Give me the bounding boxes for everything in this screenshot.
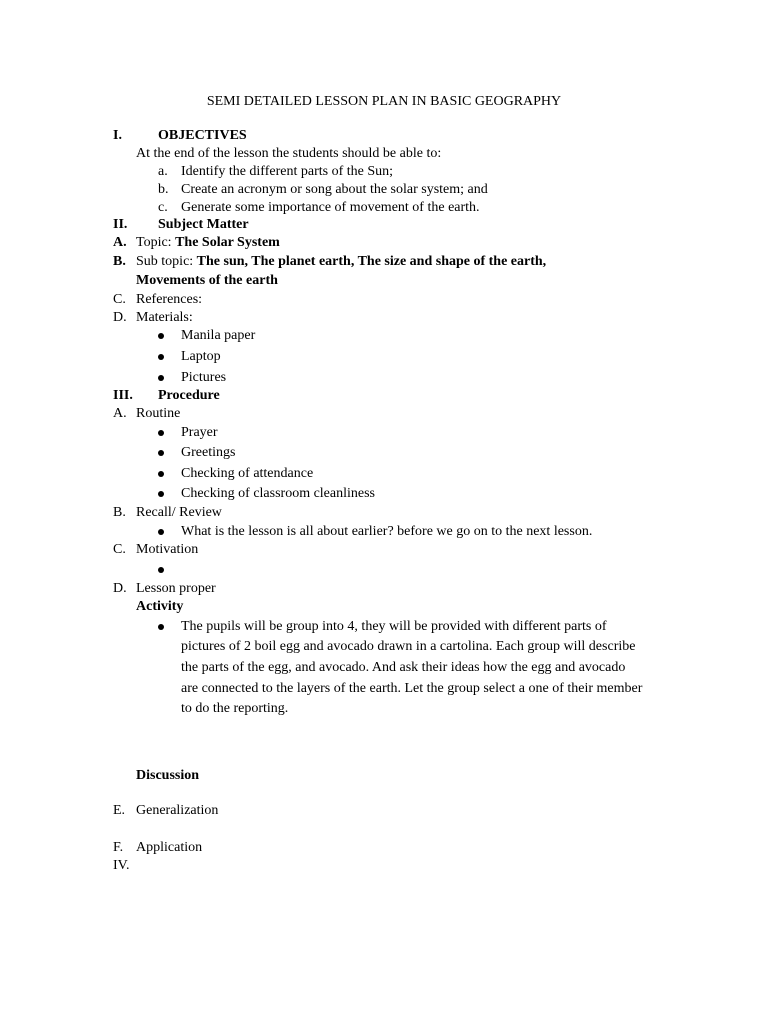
section-numeral-ii: II.	[113, 217, 128, 232]
section-numeral-i: I.	[113, 128, 122, 143]
discussion-heading: Discussion	[136, 768, 200, 783]
lesson-proper-mark: D.	[113, 581, 127, 596]
section-numeral-iii: III.	[113, 388, 133, 403]
bullet-icon	[158, 450, 164, 456]
topic-label: Topic:	[136, 235, 172, 250]
procedure-heading: Procedure	[158, 388, 220, 403]
objective-text-b: Create an acronym or song about the solar system; and	[181, 182, 488, 197]
routine-mark: A.	[113, 406, 127, 421]
materials-label: Materials:	[136, 310, 193, 325]
bullet-icon	[158, 333, 164, 339]
activity-heading: Activity	[136, 599, 184, 614]
material-item: Pictures	[181, 370, 227, 385]
bullet-icon	[158, 375, 164, 381]
objectives-heading: OBJECTIVES	[158, 128, 247, 143]
generalization-mark: E.	[113, 803, 126, 818]
objective-mark-c: c.	[158, 200, 168, 215]
bullet-icon	[158, 354, 164, 360]
routine-item: Prayer	[181, 425, 218, 440]
routine-item: Checking of classroom cleanliness	[181, 486, 376, 501]
objective-text-a: Identify the different parts of the Sun;	[181, 164, 394, 179]
topic-line	[136, 234, 280, 252]
generalization-label: Generalization	[136, 803, 219, 818]
activity-line: are connected to the layers of the earth. Let the group select a one of their member	[181, 681, 643, 696]
bullet-icon	[158, 624, 164, 630]
routine-item: Greetings	[181, 445, 236, 460]
topic-mark: A.	[113, 235, 127, 250]
recall-label: Recall/ Review	[136, 505, 222, 520]
material-item: Manila paper	[181, 328, 256, 343]
section-numeral-iv: IV.	[113, 858, 130, 873]
subtopic-label: Sub topic:	[136, 254, 194, 269]
motivation-label: Motivation	[136, 542, 199, 557]
objective-text-c: Generate some importance of movement of the earth.	[181, 200, 480, 215]
routine-label: Routine	[136, 406, 181, 421]
objective-mark-a: a.	[158, 164, 168, 179]
subject-matter-heading: Subject Matter	[158, 217, 249, 232]
topic-value: The Solar System	[175, 235, 280, 250]
recall-mark: B.	[113, 505, 126, 520]
motivation-mark: C.	[113, 542, 126, 557]
objective-mark-b: b.	[158, 182, 169, 197]
subtopic-value-line2: Movements of the earth	[136, 273, 278, 288]
application-label: Application	[136, 840, 203, 855]
references-mark: C.	[113, 292, 126, 307]
bullet-icon	[158, 471, 164, 477]
objectives-intro: At the end of the lesson the students should be able to:	[136, 146, 442, 161]
lesson-proper-label: Lesson proper	[136, 581, 216, 596]
activity-line: the parts of the egg, and avocado. And ask their ideas how the egg and avocado	[181, 660, 626, 675]
activity-line: pictures of 2 boil egg and avocado drawn in a cartolina. Each group will describe	[181, 639, 636, 654]
bullet-icon	[158, 529, 164, 535]
references-label: References:	[136, 292, 203, 307]
bullet-icon	[158, 567, 164, 573]
subtopic-mark: B.	[113, 254, 126, 269]
subtopic-line	[136, 253, 546, 271]
document-title: SEMI DETAILED LESSON PLAN IN BASIC GEOGRAPHY	[206, 94, 562, 109]
bullet-icon	[158, 430, 164, 436]
materials-mark: D.	[113, 310, 127, 325]
subtopic-value-line1: The sun, The planet earth, The size and shape of the earth,	[196, 254, 547, 269]
activity-line: to do the reporting.	[181, 701, 289, 716]
routine-item: Checking of attendance	[181, 466, 314, 481]
activity-line: The pupils will be group into 4, they will be provided with different parts of	[181, 619, 607, 634]
bullet-icon	[158, 491, 164, 497]
application-mark: F.	[113, 840, 124, 855]
material-item: Laptop	[181, 349, 221, 364]
recall-item: What is the lesson is all about earlier? before we go on to the next lesson.	[181, 524, 593, 539]
